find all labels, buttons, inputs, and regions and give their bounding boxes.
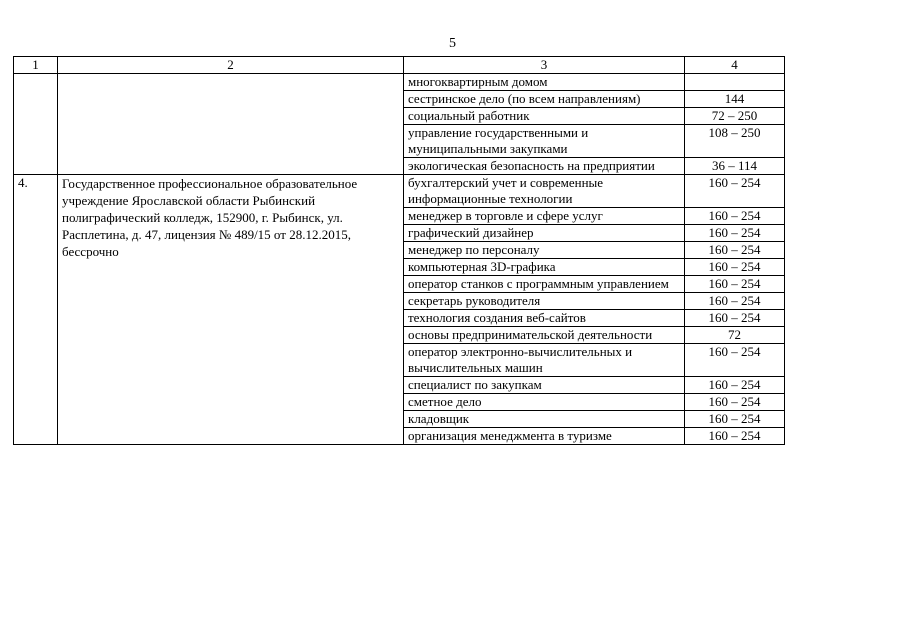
program-cell: компьютерная 3D-графика xyxy=(404,259,685,276)
org-number: 4. xyxy=(14,175,58,445)
hours-cell: 160 – 254 xyxy=(685,293,785,310)
hours-cell: 160 – 254 xyxy=(685,242,785,259)
page-number: 5 xyxy=(449,36,456,51)
hours-cell: 160 – 254 xyxy=(685,175,785,208)
header-row xyxy=(14,57,785,74)
hours-cell: 160 – 254 xyxy=(685,310,785,327)
program-cell: сестринское дело (по всем направлениям) xyxy=(404,91,685,108)
hours-cell xyxy=(685,74,785,91)
hours-cell: 108 – 250 xyxy=(685,125,785,158)
program-cell: технология создания веб-сайтов xyxy=(404,310,685,327)
empty-number-cell xyxy=(14,74,58,175)
programs-table xyxy=(13,56,785,445)
program-cell: секретарь руководителя xyxy=(404,293,685,310)
program-cell: бухгалтерский учет и современные информационные технологии xyxy=(404,175,685,208)
column-header-1: 1 xyxy=(14,57,58,74)
program-cell: многоквартирным домом xyxy=(404,74,685,91)
empty-org-cell xyxy=(58,74,404,175)
table-row xyxy=(14,175,785,208)
hours-cell: 72 xyxy=(685,327,785,344)
hours-cell: 36 – 114 xyxy=(685,158,785,175)
program-cell: организация менеджмента в туризме xyxy=(404,428,685,445)
program-cell: социальный работник xyxy=(404,108,685,125)
hours-cell: 144 xyxy=(685,91,785,108)
hours-cell: 160 – 254 xyxy=(685,208,785,225)
table-row xyxy=(14,74,785,91)
hours-cell: 160 – 254 xyxy=(685,411,785,428)
program-cell: сметное дело xyxy=(404,394,685,411)
hours-cell: 160 – 254 xyxy=(685,276,785,293)
program-cell: экологическая безопасность на предприятии xyxy=(404,158,685,175)
column-header-2: 2 xyxy=(58,57,404,74)
hours-cell: 160 – 254 xyxy=(685,377,785,394)
hours-cell: 72 – 250 xyxy=(685,108,785,125)
hours-cell: 160 – 254 xyxy=(685,428,785,445)
hours-cell: 160 – 254 xyxy=(685,394,785,411)
hours-cell: 160 – 254 xyxy=(685,259,785,276)
program-cell: менеджер в торговле и сфере услуг xyxy=(404,208,685,225)
org-name: Государственное профессиональное образовательное учреждение Ярославской области Рыбинский полиграфический колледж, 152900, г. Рыбинск, ул. Расплетина, д. 47, лицензия № 489/15 от 28.12.2015, бессрочно xyxy=(58,175,404,445)
program-cell: оператор станков с программным управлением xyxy=(404,276,685,293)
program-cell: управление государственными и муниципальными закупками xyxy=(404,125,685,158)
column-header-3: 3 xyxy=(404,57,685,74)
program-cell: кладовщик xyxy=(404,411,685,428)
program-cell: специалист по закупкам xyxy=(404,377,685,394)
hours-cell: 160 – 254 xyxy=(685,344,785,377)
program-cell: оператор электронно-вычислительных и вычислительных машин xyxy=(404,344,685,377)
program-cell: менеджер по персоналу xyxy=(404,242,685,259)
program-cell: графический дизайнер xyxy=(404,225,685,242)
hours-cell: 160 – 254 xyxy=(685,225,785,242)
column-header-4: 4 xyxy=(685,57,785,74)
program-cell: основы предпринимательской деятельности xyxy=(404,327,685,344)
